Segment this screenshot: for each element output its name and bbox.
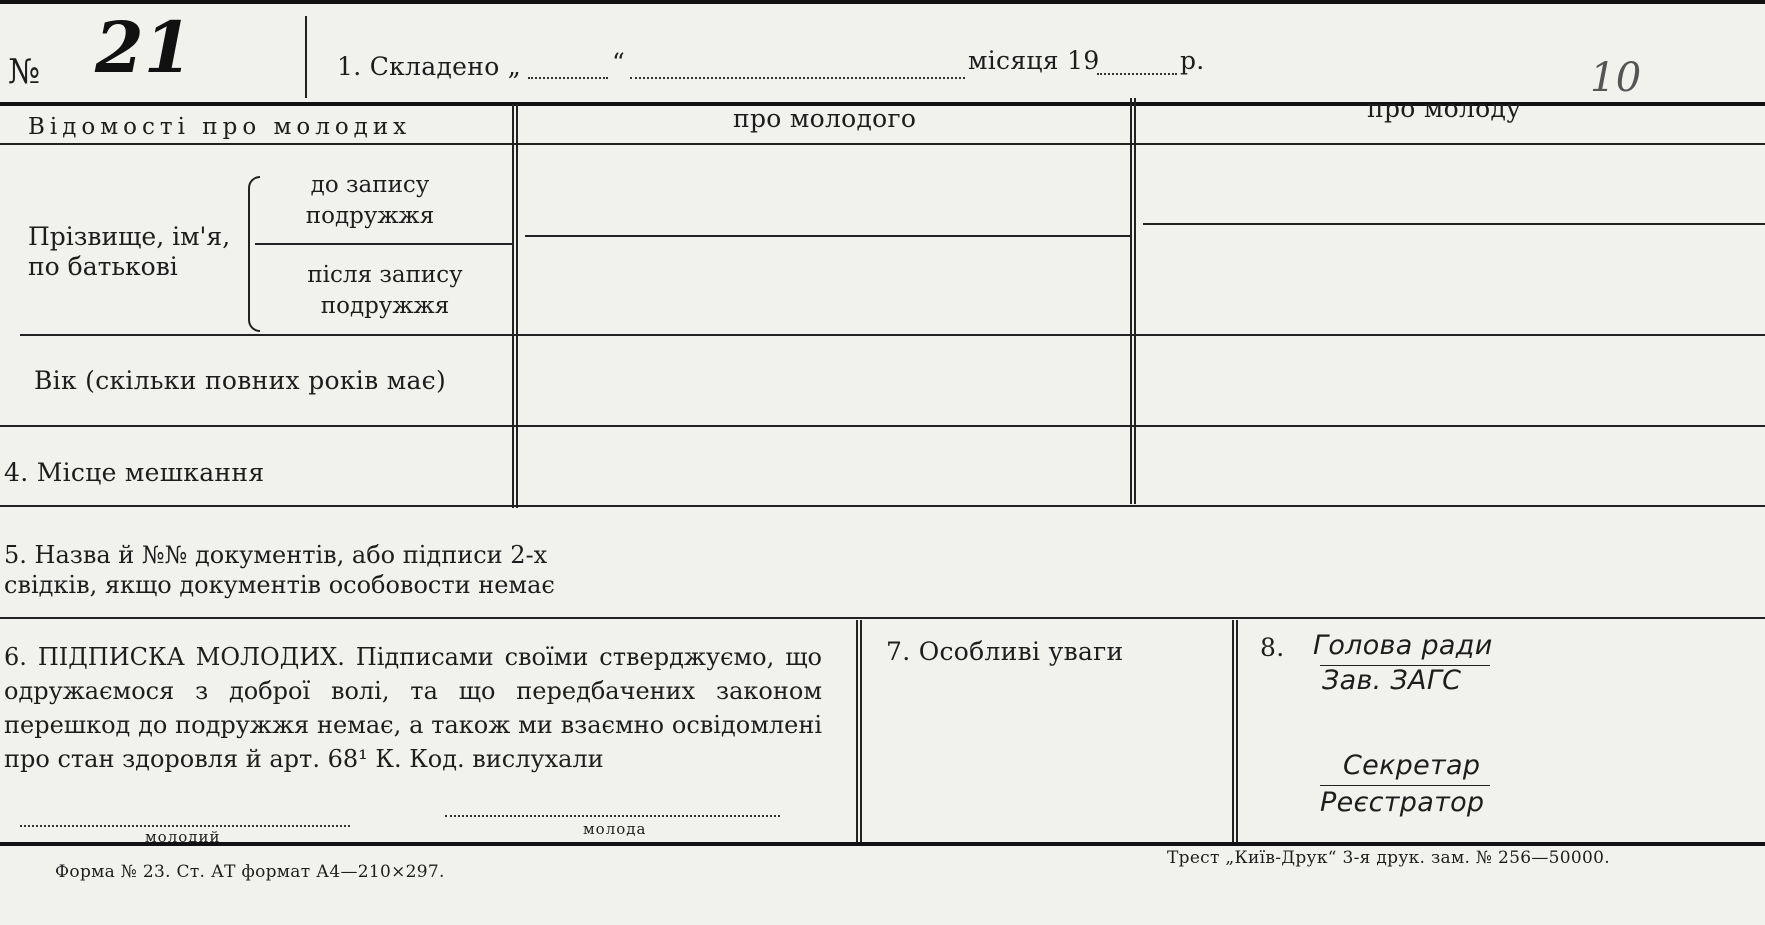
groom-signature-label: молодий bbox=[145, 828, 221, 846]
top-border bbox=[0, 0, 1765, 4]
table-header-line bbox=[0, 143, 1765, 145]
bottom-border bbox=[0, 842, 1765, 846]
name-after-label: після запису подружжя bbox=[307, 262, 463, 319]
documents-row-label: 5. Назва й №№ документів, або підписи 2-х свідків, якщо документів особовости немає bbox=[4, 541, 555, 599]
age-row-label: Вік (скільки повних років має) bbox=[34, 366, 447, 395]
name-brace bbox=[248, 176, 260, 332]
residence-row-label: 4. Місце мешкання bbox=[4, 458, 265, 487]
officials-number: 8. bbox=[1260, 633, 1285, 662]
record-number: 21 bbox=[95, 6, 193, 89]
day-field[interactable] bbox=[528, 77, 608, 79]
row-line-1 bbox=[20, 334, 1765, 336]
registrar-label: Реєстратор bbox=[1320, 787, 1485, 818]
signature-statement: 6. ПІДПИСКА МОЛОДИХ. Підписами своїми стверджуємо, що одружаємося з доброї волі, та що передбачених законом перешкод до подружжя немає, а також ми взаємно освідомлені про стан здоровля й арт. 68¹ К. Код. вислухали bbox=[4, 643, 822, 773]
month-label: місяця 19 bbox=[968, 46, 1100, 75]
number-label: № bbox=[8, 52, 41, 92]
margin-note: 10 bbox=[1590, 55, 1642, 101]
name-before-label: до запису подружжя bbox=[305, 172, 435, 229]
year-suffix: р. bbox=[1180, 46, 1205, 75]
column-divider-1 bbox=[512, 104, 518, 508]
bride-column-header: про молоду bbox=[1367, 94, 1522, 123]
column-divider-2 bbox=[1130, 98, 1136, 504]
groom-subrow-line bbox=[525, 235, 1130, 237]
year-field[interactable] bbox=[1097, 73, 1177, 75]
info-column-header: Відомості про молодих bbox=[28, 114, 412, 140]
name-row-label: Прізвище, ім'я, по батькові bbox=[28, 222, 231, 281]
header-divider bbox=[305, 16, 307, 98]
row-line-4 bbox=[0, 617, 1765, 619]
sub-row-line bbox=[255, 243, 513, 245]
row-line-3 bbox=[0, 505, 1765, 507]
composed-label: 1. Складено „ bbox=[337, 52, 522, 81]
bottom-divider-2 bbox=[1232, 620, 1238, 842]
bride-subrow-line bbox=[1143, 223, 1765, 225]
form-footer-right: Трест „Київ-Друк“ 3-я друк. зам. № 256—50000. bbox=[1167, 848, 1610, 868]
secretary-divider bbox=[1320, 785, 1490, 786]
bottom-divider-1 bbox=[856, 620, 862, 842]
chair-label: Голова ради bbox=[1313, 630, 1493, 661]
composed-quote: “ bbox=[612, 48, 626, 77]
groom-signature-line[interactable] bbox=[20, 825, 350, 827]
month-field[interactable] bbox=[630, 77, 965, 79]
row-line-2 bbox=[0, 425, 1765, 427]
bride-signature-label: молода bbox=[583, 820, 647, 838]
secretary-label: Секретар bbox=[1343, 750, 1481, 781]
groom-column-header: про молодого bbox=[733, 104, 917, 133]
bride-signature-line[interactable] bbox=[445, 815, 780, 817]
special-notes-label: 7. Особливі уваги bbox=[886, 637, 1124, 666]
zags-head-label: Зав. ЗАГС bbox=[1322, 665, 1462, 696]
form-footer-left: Форма № 23. Ст. АТ формат А4—210×297. bbox=[55, 862, 445, 882]
